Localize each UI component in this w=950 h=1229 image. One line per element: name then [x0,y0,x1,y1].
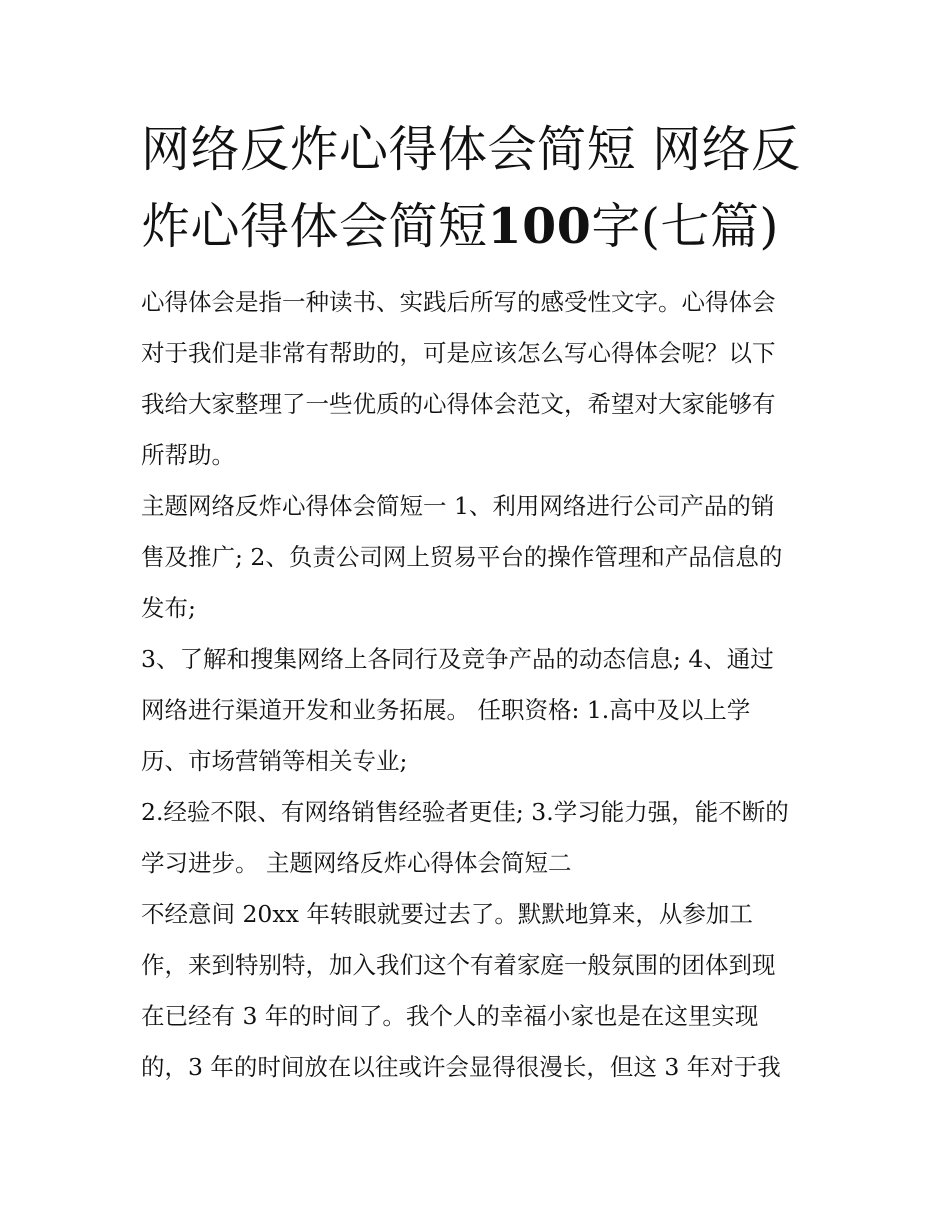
paragraph-duties-1 [141,481,821,634]
title-text: 字(七篇) [591,198,780,255]
title-line [141,112,821,188]
text-line: 在已经有 3 年的时间了。我个人的幸福小家也是在这里实现 [141,1002,759,1030]
paragraph-intro [141,277,821,481]
text-line: 所帮助。 [141,441,235,469]
text-line: 历、市场营销等相关专业; [141,747,408,775]
text-line: 售及推广; 2、负责公司网上贸易平台的操作管理和产品信息的 [141,543,783,571]
text-line: 主题网络反炸心得体会简短一 1、利用网络进行公司产品的销 [141,492,775,520]
text-line: 2.经验不限、有网络销售经验者更佳; 3.学习能力强，能不断的 [141,798,789,826]
document-title [141,112,821,265]
title-text: 炸心得体会简短 [141,198,488,255]
title-text: 网络反炸心得体会简短 网络反 [141,121,801,178]
text-line: 作，来到特别特，加入我们这个有着家庭一般氛围的团体到现 [141,951,776,979]
paragraph-essay-two [141,889,821,1093]
paragraph-qualifications [141,787,821,889]
text-line: 我给大家整理了一些优质的心得体会范文，希望对大家能够有 [141,390,776,418]
text-line: 学习进步。 主题网络反炸心得体会简短二 [141,849,572,877]
text-line: 3、了解和搜集网络上各同行及竞争产品的动态信息; 4、通过 [141,645,774,673]
text-line: 的，3 年的时间放在以往或许会显得很漫长，但这 3 年对于我 [141,1053,781,1081]
document-page [141,112,821,1093]
text-line: 发布; [141,594,196,622]
text-line: 心得体会是指一种读书、实践后所写的感受性文字。心得体会 [141,288,776,316]
title-number: 100 [487,197,592,255]
paragraph-duties-2 [141,634,821,787]
text-line: 网络进行渠道开发和业务拓展。 任职资格: 1.高中及以上学 [141,696,751,724]
text-line: 不经意间 20xx 年转眼就要过去了。默默地算来，从参加工 [141,900,753,928]
text-line: 对于我们是非常有帮助的，可是应该怎么写心得体会呢？以下 [141,339,776,367]
title-line [141,188,821,265]
